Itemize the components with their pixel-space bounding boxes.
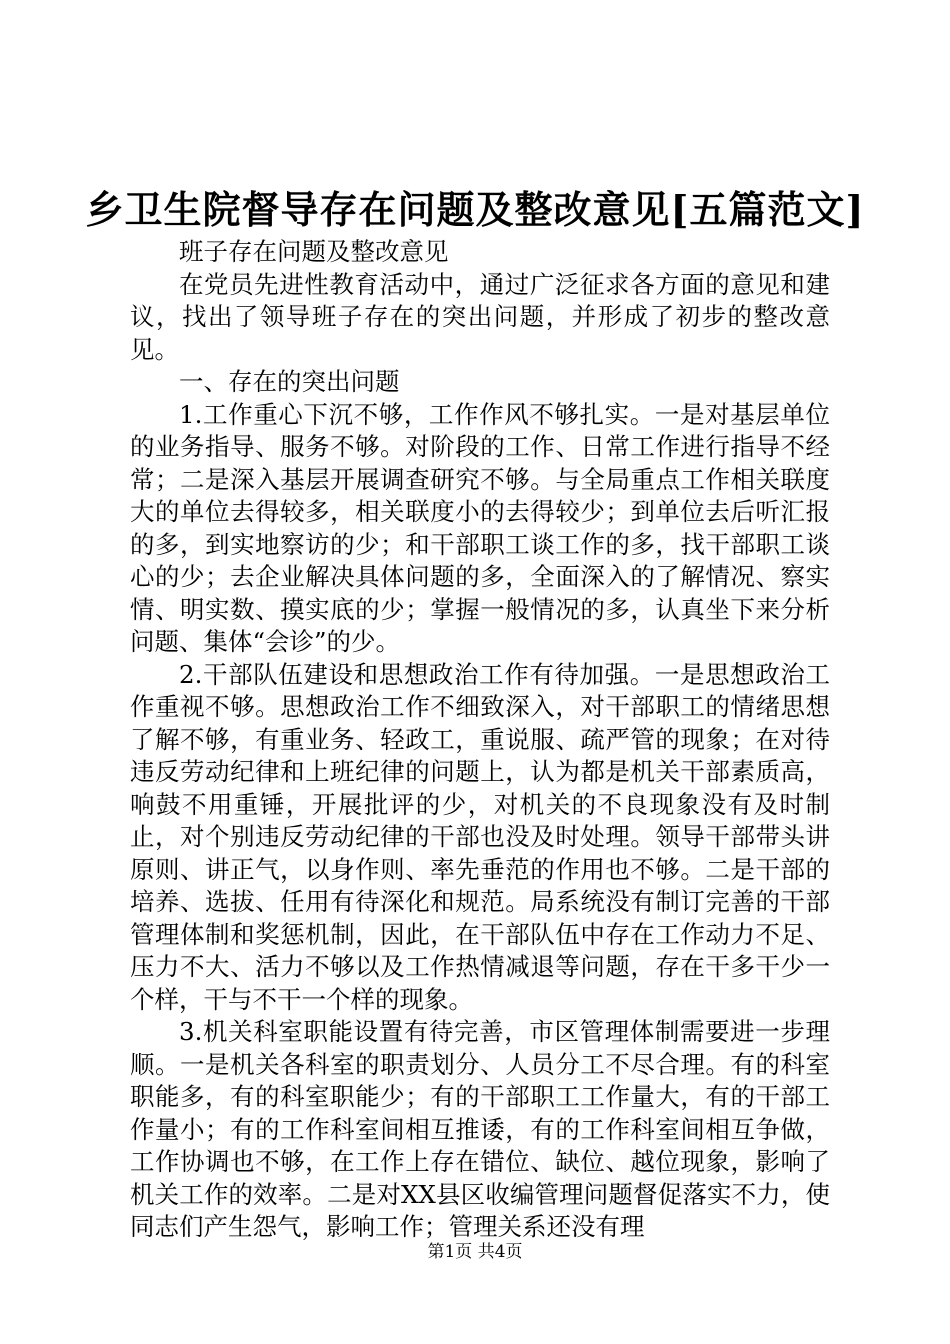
problem-paragraph-2: 2.干部队伍建设和思想政治工作有待加强。一是思想政治工作重视不够。思想政治工作不细致深入，对干部职工的情绪思想了解不够，有重业务、轻政工，重说服、疏严管的现象；在对待违反劳动纪律和上班纪律的问题上，认为都是机关干部素质高，响鼓不用重锤，开展批评的少，对机关的不良现象没有及时制止，对个别违反劳动纪律的干部也没及时处理。领导干部带头讲原则、讲正气，以身作则、率先垂范的作用也不够。二是干部的培养、选拔、任用有待深化和规范。局系统没有制订完善的干部管理体制和奖惩机制，因此，在干部队伍中存在工作动力不足、压力不大、活力不够以及工作热情减退等问题，存在干多干少一个样，干与不干一个样的现象。 [130, 659, 830, 1014]
document-title: 乡卫生院督导存在问题及整改意见[五篇范文] [85, 187, 865, 232]
page-number-footer: 第1页 共4页 [427, 1242, 523, 1262]
problem-paragraph-3: 3.机关科室职能设置有待完善，市区管理体制需要进一步理顺。一是机关各科室的职责划分、人员分工不尽合理。有的科室职能多，有的科室职能少；有的干部职工工作量大，有的干部工作量小；有的工作科室间相互推诿，有的工作科室间相互争做，工作协调也不够，在工作上存在错位、缺位、越位现象，影响了机关工作的效率。二是对XX县区收编管理问题督促落实不力，使同志们产生怨气，影响工作；管理关系还没有理 [130, 1017, 830, 1241]
document-body [130, 236, 830, 1244]
intro-paragraph: 在党员先进性教育活动中，通过广泛征求各方面的意见和建议，找出了领导班子存在的突出问题，并形成了初步的整改意见。 [130, 269, 830, 364]
problem-paragraph-1: 1.工作重心下沉不够，工作作风不够扎实。一是对基层单位的业务指导、服务不够。对阶段的工作、日常工作进行指导不经常；二是深入基层开展调查研究不够。与全局重点工作相关联度大的单位去得较多，相关联度小的去得较少；到单位去后听汇报的多，到实地察访的少；和干部职工谈工作的多，找干部职工谈心的少；去企业解决具体问题的多，全面深入的了解情况、察实情、明实数、摸实底的少；掌握一般情况的多，认真坐下来分析问题、集体“会诊”的少。 [130, 399, 830, 656]
section-heading: 班子存在问题及整改意见 [179, 237, 449, 266]
section-heading-problems: 一、存在的突出问题 [179, 367, 400, 396]
